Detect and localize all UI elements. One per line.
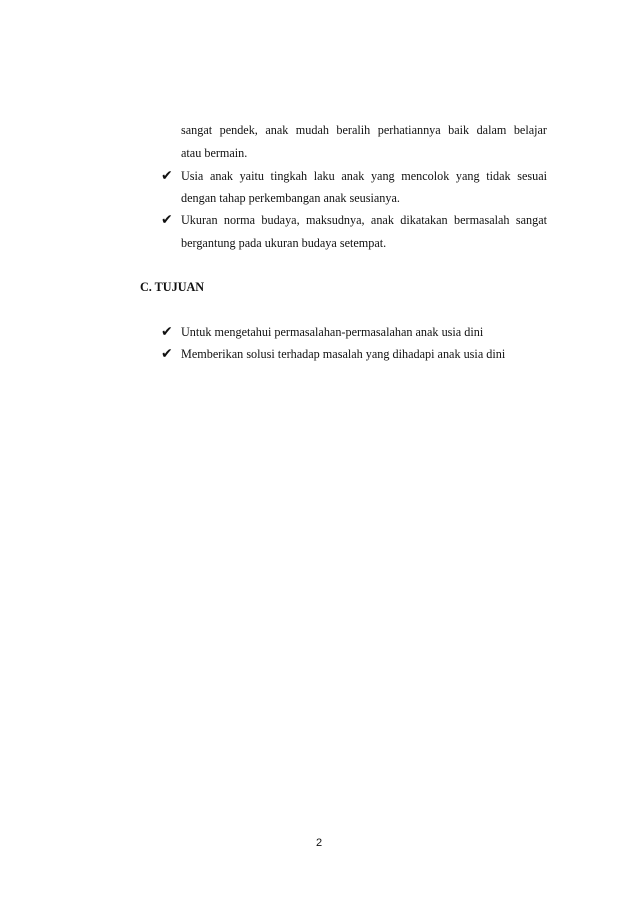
section-heading: C. TUJUAN bbox=[140, 280, 205, 294]
bullet-item-2-line-1: Ukuran norma budaya, maksudnya, anak dikatakan bermasalah sangat bbox=[181, 213, 547, 227]
checkmark-icon: ✔ bbox=[161, 212, 173, 228]
continuation-line-1: sangat pendek, anak mudah beralih perhatiannya baik dalam belajar bbox=[181, 123, 547, 137]
checkmark-icon: ✔ bbox=[161, 324, 173, 340]
bullet-item-1-line-2: dengan tahap perkembangan anak seusianya. bbox=[181, 191, 400, 205]
checkmark-icon: ✔ bbox=[161, 346, 173, 362]
page-number: 2 bbox=[315, 837, 323, 849]
checkmark-icon: ✔ bbox=[161, 168, 173, 184]
section-item-2: Memberikan solusi terhadap masalah yang dihadapi anak usia dini bbox=[181, 347, 506, 361]
section-item-1: Untuk mengetahui permasalahan-permasalahan anak usia dini bbox=[181, 325, 484, 339]
continuation-line-2: atau bermain. bbox=[181, 146, 248, 160]
bullet-item-1-line-1: Usia anak yaitu tingkah laku anak yang mencolok yang tidak sesuai bbox=[181, 169, 547, 183]
bullet-item-2-line-2: bergantung pada ukuran budaya setempat. bbox=[181, 236, 387, 250]
